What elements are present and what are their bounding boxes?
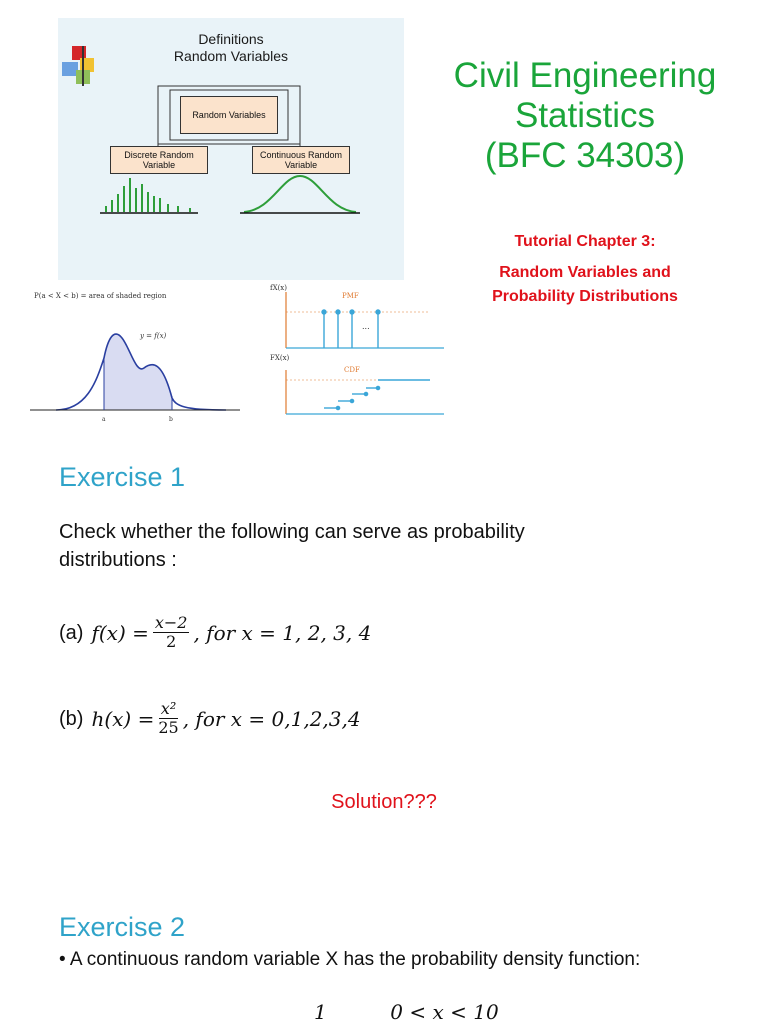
part-b-rhs: , for x = 0,1,2,3,4	[182, 706, 361, 731]
cdf-ylabel: FX(x)	[270, 354, 290, 362]
part-a-rhs: , for x = 1, 2, 3, 4	[193, 620, 372, 645]
part-a-lhs: f(x) =	[91, 620, 149, 645]
definitions-figure	[58, 18, 404, 280]
pmf-ylabel: fX(x)	[270, 284, 287, 292]
exercise-1-intro	[59, 518, 525, 574]
part-b-lhs: h(x) =	[91, 706, 155, 731]
intro-line-1: Check whether the following can serve as probability	[59, 521, 525, 543]
exercise-2-description: A continuous random variable X has the probability density function:	[69, 949, 641, 970]
axis-a-label: a	[102, 416, 106, 423]
course-title	[410, 56, 760, 176]
pdf-area-label: P(a < X < b) = area of shaded region	[34, 292, 167, 300]
exercise-1a	[59, 614, 371, 651]
pmf-dots: ...	[362, 322, 370, 331]
exercise-1-heading: Exercise 1	[59, 462, 186, 492]
exercise-2-text	[59, 946, 640, 974]
part-a-label: (a)	[59, 621, 84, 644]
continuous-random-variable-box: Continuous Random Variable	[252, 146, 350, 174]
part-b-numerator: x²	[160, 699, 177, 718]
discrete-random-variable-box: Discrete Random Variable	[110, 146, 208, 174]
axis-b-label: b	[169, 416, 173, 423]
continuous-bell-curve	[244, 176, 356, 212]
part-b-denominator: 25	[158, 718, 179, 737]
exercise-2-heading: Exercise 2	[59, 912, 186, 942]
curve-label: y = f(x)	[140, 332, 167, 340]
subtitle-line-3: Probability Distributions	[492, 288, 678, 305]
tutorial-chapter: Tutorial Chapter 3:	[514, 233, 656, 250]
part-a-denominator: 2	[166, 632, 177, 651]
pdf-curve-graphic	[26, 288, 246, 428]
bullet-icon: •	[59, 949, 66, 970]
discrete-distribution-stems	[106, 178, 190, 212]
definitions-title: Definitions	[198, 31, 264, 47]
random-variables-title: Random Variables	[173, 48, 289, 64]
title-line-1: Civil Engineering	[453, 56, 717, 95]
solution-text: Solution???	[331, 791, 437, 813]
exercise-1b	[59, 700, 361, 737]
part-b-fraction	[158, 700, 178, 737]
pdf-formula-partial: 1 0 < x < 10	[314, 1000, 499, 1024]
title-line-3: (BFC 34303)	[484, 136, 686, 175]
pdf-area-figure	[26, 288, 246, 428]
title-line-2: Statistics	[514, 96, 656, 135]
random-variables-box: Random Variables	[180, 96, 278, 134]
pmf-title: PMF	[342, 292, 359, 300]
part-a-numerator: x−2	[154, 613, 188, 632]
intro-line-2: distributions :	[59, 549, 177, 571]
part-a-fraction	[153, 614, 190, 651]
subtitle-line-2: Random Variables and	[499, 264, 671, 281]
part-b-label: (b)	[59, 707, 84, 730]
cdf-title: CDF	[344, 366, 360, 374]
